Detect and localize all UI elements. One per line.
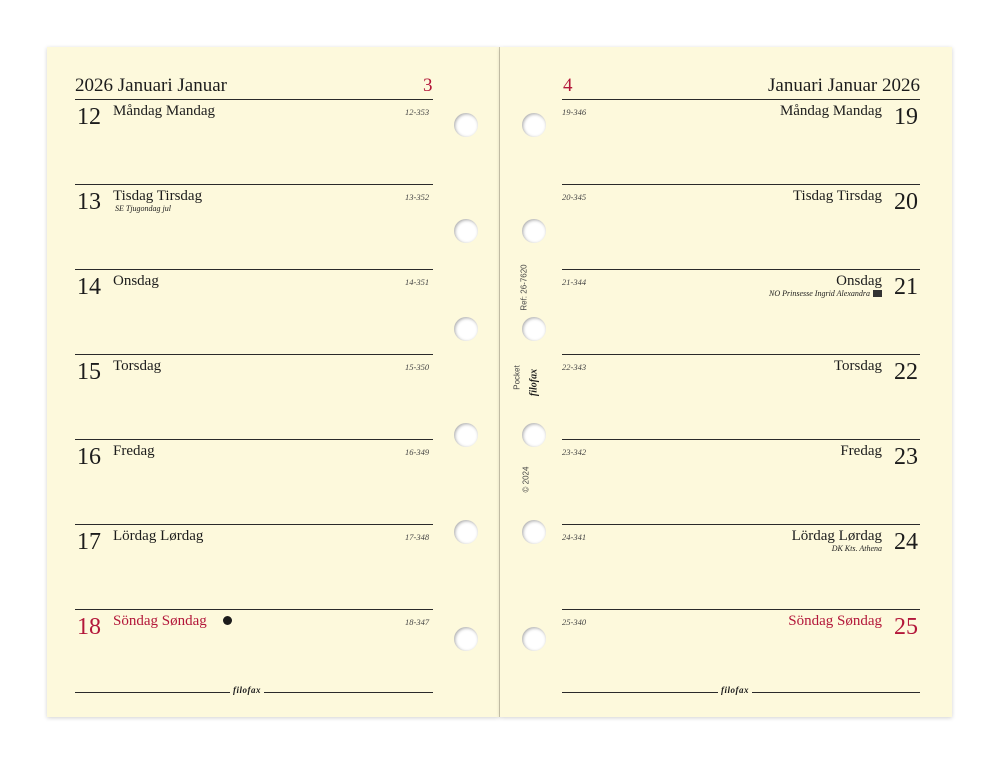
left-header-title: 2026 Januari Januar (75, 75, 227, 96)
footer-brand: filofax (230, 685, 264, 695)
format-label: Pocket (512, 365, 522, 390)
day-code: 13-352 (405, 192, 430, 202)
row-rule (562, 524, 920, 525)
day-name: Tisdag Tirsdag (792, 188, 882, 204)
day-code: 17-348 (405, 532, 430, 542)
day-code: 16-349 (405, 447, 430, 457)
day-code: 20-345 (562, 192, 587, 202)
day-number: 24 (894, 529, 918, 555)
day-name: Onsdag (113, 273, 159, 289)
row-rule (562, 609, 920, 610)
binder-hole (522, 627, 546, 651)
day-code: 22-343 (562, 362, 587, 372)
row-rule (75, 354, 433, 355)
day-name: Tisdag Tirsdag (113, 188, 203, 204)
row-rule (75, 524, 433, 525)
holiday-note: DK Kts. Athena (831, 544, 882, 553)
holiday-note: SE Tjugondag jul (115, 204, 172, 213)
row-rule (75, 269, 433, 270)
day-code: 15-350 (405, 362, 430, 372)
day-number: 19 (894, 104, 918, 130)
flag-icon (873, 290, 882, 297)
ref-code: Ref: 26-7620 (519, 264, 529, 311)
day-code: 24-341 (562, 532, 587, 542)
holiday-note: NO Prinsesse Ingrid Alexandra (769, 289, 870, 298)
binder-hole (454, 113, 478, 137)
day-code: 19-346 (562, 107, 587, 117)
day-name: Fredag (113, 443, 155, 459)
day-name: Söndag Søndag (113, 613, 207, 629)
full-moon-icon (223, 616, 232, 625)
day-number: 23 (894, 444, 918, 470)
day-number: 18 (77, 614, 101, 640)
binder-hole (522, 520, 546, 544)
copyright: © 2024 (521, 466, 531, 493)
binder-hole (454, 317, 478, 341)
day-code: 25-340 (562, 617, 587, 627)
day-name: Söndag Søndag (788, 613, 882, 629)
day-number: 22 (894, 359, 918, 385)
row-rule (562, 439, 920, 440)
day-number: 13 (77, 189, 101, 215)
binder-hole (454, 219, 478, 243)
binder-hole (522, 317, 546, 341)
row-rule (562, 184, 920, 185)
day-name: Måndag Mandag (779, 103, 882, 119)
left-page (47, 47, 499, 717)
row-rule (562, 354, 920, 355)
header-rule (562, 99, 920, 100)
row-rule (75, 184, 433, 185)
day-name: Torsdag (833, 358, 882, 374)
row-rule (75, 609, 433, 610)
day-name: Måndag Mandag (113, 103, 216, 119)
day-code: 18-347 (405, 617, 430, 627)
day-code: 23-342 (562, 447, 587, 457)
day-number: 14 (77, 274, 101, 300)
day-name: Fredag (840, 443, 882, 459)
day-number: 17 (77, 529, 101, 555)
row-rule (562, 269, 920, 270)
day-code: 14-351 (405, 277, 430, 287)
binder-hole (522, 219, 546, 243)
right-header-title: Januari Januar 2026 (768, 75, 920, 96)
day-name: Lördag Lørdag (791, 528, 882, 544)
day-number: 16 (77, 444, 101, 470)
day-name: Onsdag (836, 273, 882, 289)
row-rule (75, 439, 433, 440)
day-code: 12-353 (405, 107, 430, 117)
day-name: Torsdag (113, 358, 162, 374)
spine-brand: filofax (528, 368, 540, 397)
day-number: 15 (77, 359, 101, 385)
binder-hole (522, 113, 546, 137)
day-code: 21-344 (562, 277, 587, 287)
day-number: 20 (894, 189, 918, 215)
day-number: 25 (894, 614, 918, 640)
right-page (500, 47, 952, 717)
day-number: 21 (894, 274, 918, 300)
day-name: Lördag Lørdag (113, 528, 204, 544)
day-number: 12 (77, 104, 101, 130)
binder-hole (454, 627, 478, 651)
binder-hole (454, 423, 478, 447)
right-week-number: 4 (563, 75, 573, 96)
header-rule (75, 99, 433, 100)
left-week-number: 3 (423, 75, 433, 96)
binder-hole (454, 520, 478, 544)
footer-brand: filofax (718, 685, 752, 695)
binder-hole (522, 423, 546, 447)
